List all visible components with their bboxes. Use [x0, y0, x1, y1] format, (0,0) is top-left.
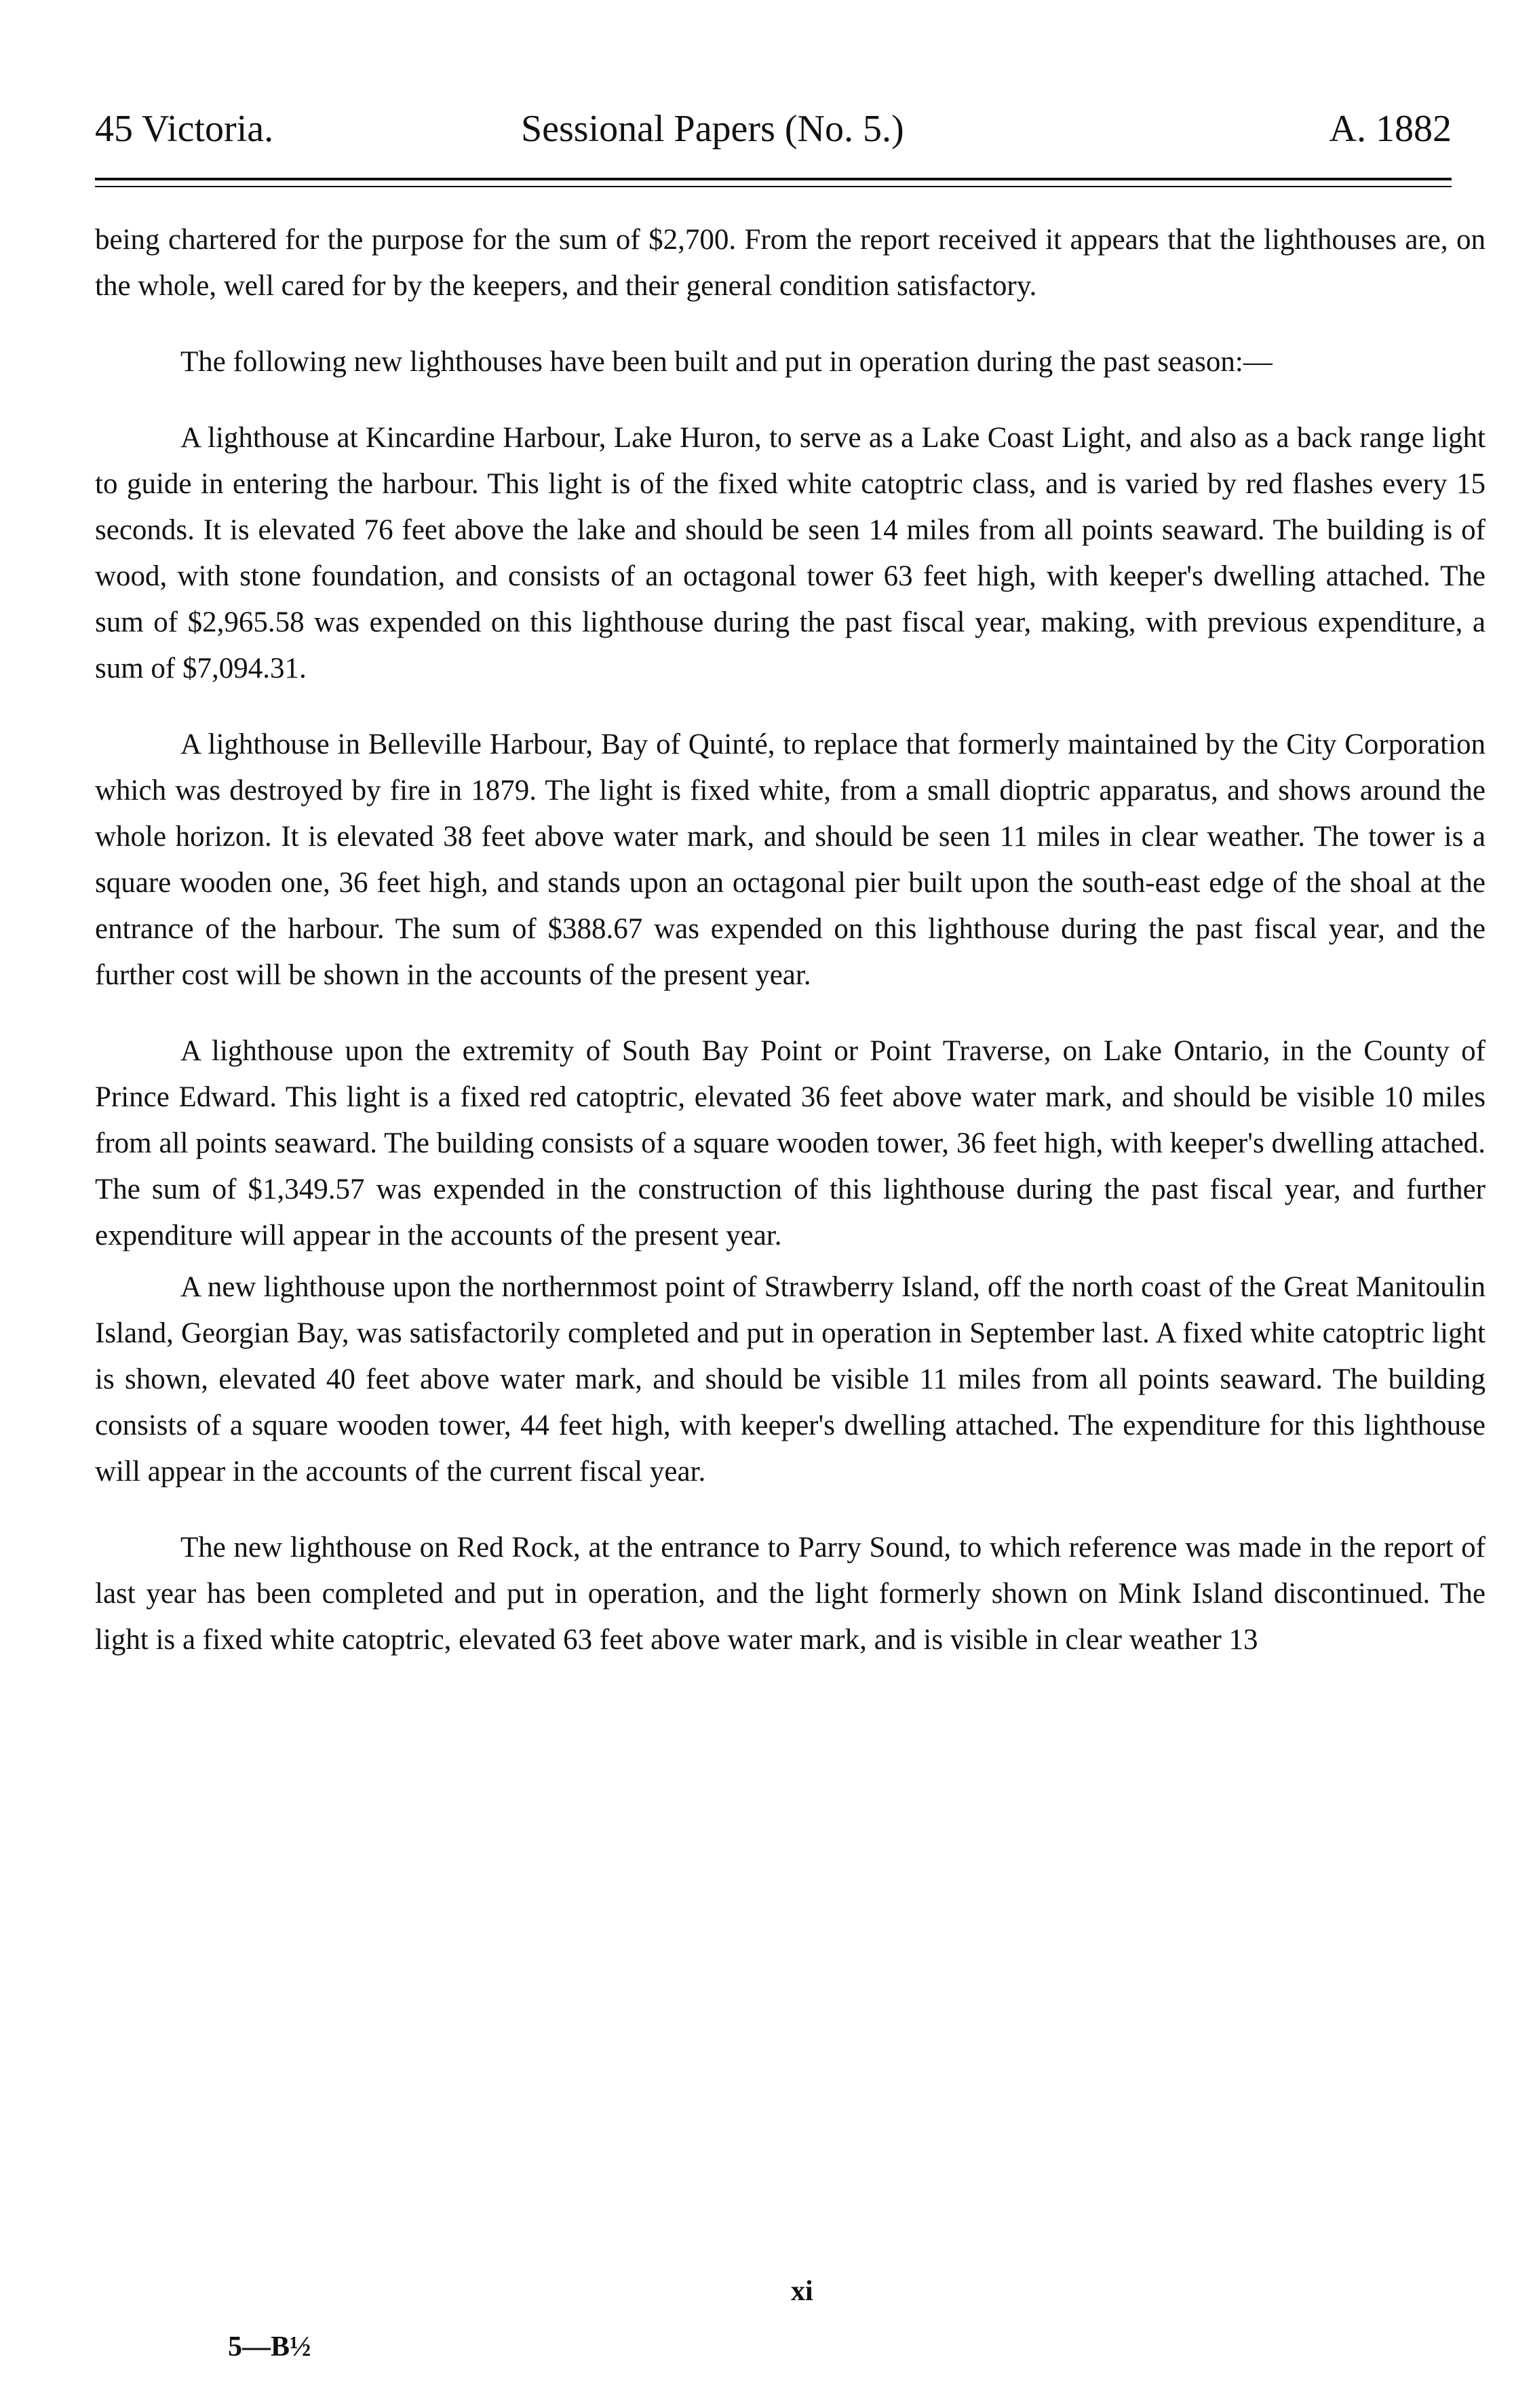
paragraph-new-lighthouses-intro: The following new lighthouses have been built and put in operation during the past season:—	[180, 346, 1273, 378]
paragraph-continuation: being chartered for the purpose for the sum of $2,700. From the report received it appears that the lighthouses are, on the whole, well cared for by the keepers, and their general condition satisfactory.	[95, 224, 1486, 302]
header-rule-thin	[95, 186, 1452, 187]
header-year: A. 1882	[1329, 108, 1452, 150]
paragraph-south-bay-point: A lighthouse upon the extremity of South Bay Point or Point Traverse, on Lake Ontario, in the County of Prince Edward. This light is a fixed red catoptric, elevated 36 feet above water mark, and should be visible 10 miles from all points seaward. The building consists of a square wooden tower, 36 feet high, with keeper's dwelling attached. The sum of $1,349.57 was expended in the construction of this lighthouse during the past fiscal year, and further expenditure will appear in the accounts of the present year.	[95, 1035, 1486, 1251]
signature-mark: 5—B½	[228, 2331, 311, 2363]
running-header	[95, 102, 1452, 156]
header-regnal-year: 45 Victoria.	[95, 108, 274, 150]
paragraph-belleville: A lighthouse in Belleville Harbour, Bay of Quinté, to replace that formerly maintained by the City Corporation which was destroyed by fire in 1879. The light is fixed white, from a small dioptric apparatus, and shows around the whole horizon. It is elevated 38 feet above water mark, and should be seen 11 miles in clear weather. The tower is a square wooden one, 36 feet high, and stands upon an octagonal pier built upon the south-east edge of the shoal at the entrance of the harbour. The sum of $388.67 was expended on this lighthouse during the past fiscal year, and the further cost will be shown in the accounts of the present year.	[95, 729, 1486, 991]
header-series-title: Sessional Papers (No. 5.)	[521, 108, 904, 150]
paragraph-red-rock: The new lighthouse on Red Rock, at the entrance to Parry Sound, to which reference was made in the report of last year has been completed and put in operation, and the light formerly shown on Mink Island discontinued. The light is a fixed white catoptric, elevated 63 feet above water mark, and is visible in clear weather 13	[95, 1532, 1486, 1656]
paragraph-kincardine: A lighthouse at Kincardine Harbour, Lake Huron, to serve as a Lake Coast Light, and also as a back range light to guide in entering the harbour. This light is of the fixed white catoptric class, and is varied by red flashes every 15 seconds. It is elevated 76 feet above the lake and should be seen 14 miles from all points seaward. The building is of wood, with stone foundation, and consists of an octagonal tower 63 feet high, with keeper's dwelling attached. The sum of $2,965.58 was expended on this lighthouse during the past fiscal year, making, with previous expenditure, a sum of $7,094.31.	[95, 422, 1486, 684]
body-text	[95, 217, 1486, 1693]
header-rule-thick	[95, 178, 1452, 180]
paragraph-strawberry-island: A new lighthouse upon the northernmost point of Strawberry Island, off the north coast of the Great Manitoulin Island, Georgian Bay, was satisfactorily completed and put in operation in September last. A fixed white catoptric light is shown, elevated 40 feet above water mark, and should be visible 11 miles from all points seaward. The building consists of a square wooden tower, 44 feet high, with keeper's dwelling attached. The expenditure for this lighthouse will appear in the accounts of the current fiscal year.	[95, 1271, 1486, 1488]
page-number: xi	[791, 2276, 813, 2307]
